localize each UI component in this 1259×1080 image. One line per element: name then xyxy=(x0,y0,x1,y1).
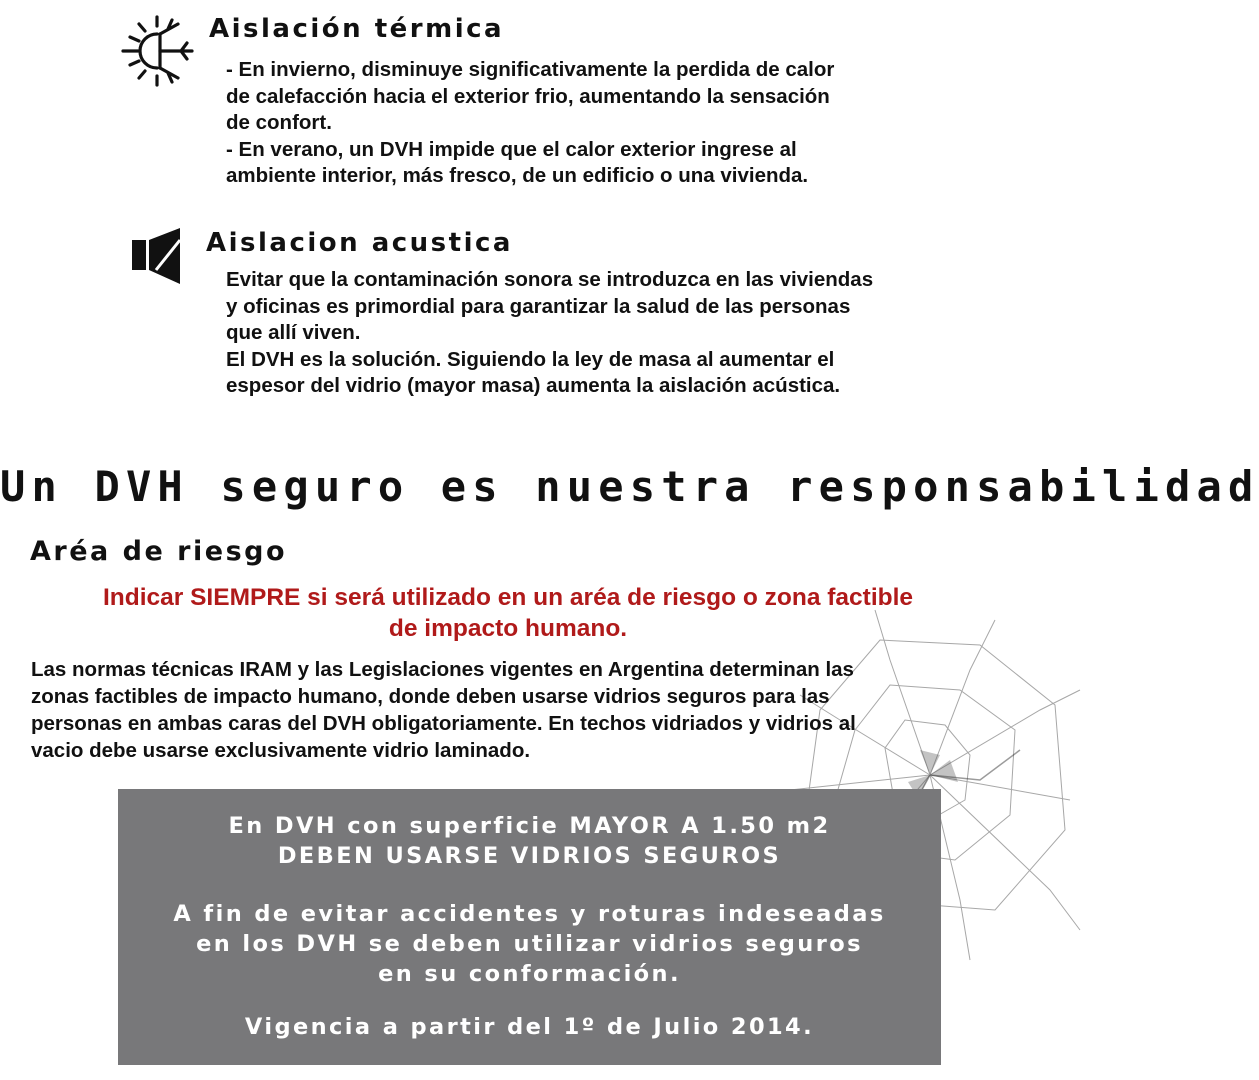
notice-effective-date: Vigencia a partir del 1º de Julio 2014. xyxy=(244,1014,815,1040)
acoustic-insulation-text: Evitar que la contaminación sonora se introduzca en las viviendas y oficinas es primordial para garantizar la salud de las personas que allí viven. El DVH es la solución. Siguiendo la ley de masa al aumentar el espesor del vidrio (mayor masa) aumenta la aislación acústica. xyxy=(226,268,874,398)
thermal-insulation-text: - En invierno, disminuye significativamente la perdida de calor de calefacción hacia el exterior frio, aumentando la sensación de confort. - En verano, un DVH impide que el calor exterior ingrese al ambiente interior, más fresco, de un edificio o una vivienda. xyxy=(226,58,835,188)
regulation-notice-box xyxy=(118,789,941,1065)
thermal-insulation-title: Aislación térmica xyxy=(209,14,505,44)
norms-text: Las normas técnicas IRAM y las Legislaciones vigentes en Argentina determinan las zonas factibles de impacto humano, donde deben usarse vidrios seguros para las personas en ambas caras del DVH obligatoriamente. En techos vidriados y vidrios al vacio debe usarse exclusivamente vidrio laminado. xyxy=(31,658,856,762)
risk-warning-text: Indicar SIEMPRE si será utilizado en un aréa de riesgo o zona factible de impacto humano. xyxy=(102,584,914,642)
speaker-icon xyxy=(130,226,184,286)
safety-headline: Un DVH seguro es nuestra responsabilidad xyxy=(0,462,1259,511)
notice-surface-requirement: En DVH con superficie MAYOR A 1.50 m2 DEBEN USARSE VIDRIOS SEGUROS xyxy=(228,813,831,869)
sun-snowflake-icon xyxy=(118,12,196,90)
risk-area-title: Aréa de riesgo xyxy=(30,536,288,567)
notice-purpose: A fin de evitar accidentes y roturas indeseadas en los DVH se deben utilizar vidrios seguros en su conformación. xyxy=(173,901,886,987)
acoustic-insulation-title: Aislacion acustica xyxy=(206,228,513,258)
